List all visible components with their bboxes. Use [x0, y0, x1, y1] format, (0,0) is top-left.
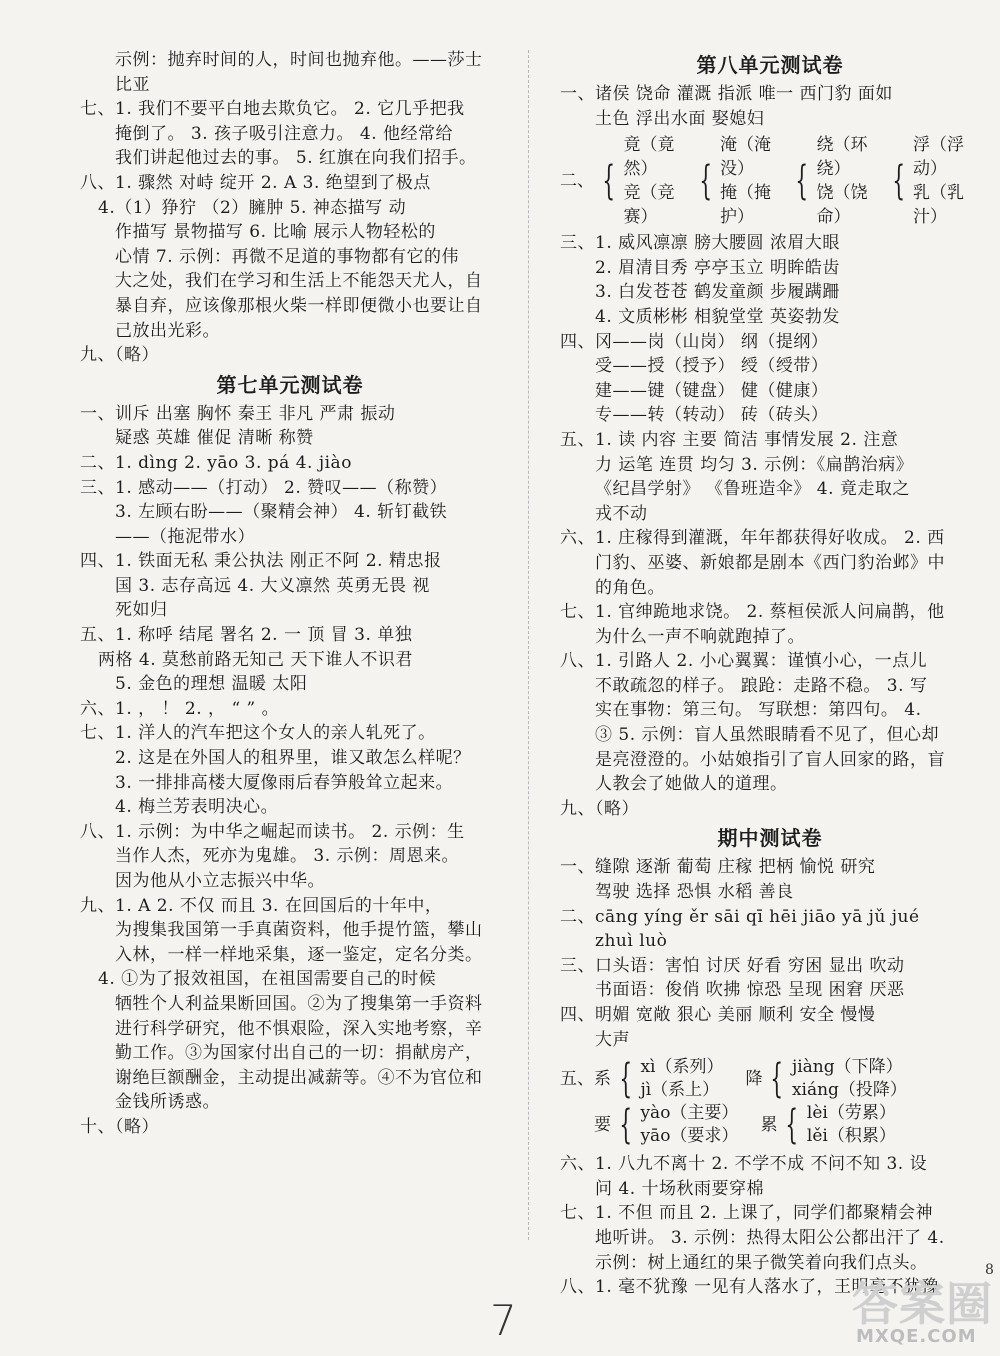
right-column: [560, 48, 980, 1300]
brace-item: 竟（竟然）: [623, 135, 675, 180]
brace-item: 竞（竞赛）: [623, 183, 675, 228]
answer-line: 土色 浮出水面 娶媳妇: [595, 108, 765, 129]
answer-line: zhuì luò: [595, 931, 668, 952]
answer-line: 勤工作。③为国家付出自己的一切：捐献房产，: [115, 1043, 483, 1064]
brace-glyph: {: [619, 1102, 633, 1149]
answer-line: 我们讲起他过去的事。 5. 红旗在向我们招手。: [115, 148, 477, 169]
brace-pair: [640, 1056, 723, 1102]
answer-line: 驾驶 选择 恐惧 水稻 善良: [595, 882, 794, 903]
polyphone-char: 系: [594, 1068, 611, 1089]
answer-line: 2. 这是在外国人的租界里，谁又敢怎么样呢？: [115, 748, 471, 769]
brace-group: [691, 133, 780, 229]
answer-line: 一、训斥 出塞 胸怀 秦王 非凡 严肃 振动: [80, 403, 396, 424]
answer-line: 大声: [595, 1029, 630, 1050]
answer-line: 力 运笔 连贯 均匀 3. 示例：《扁鹊治病》: [595, 454, 914, 475]
answer-line: 疑惑 英雄 催促 清晰 称赞: [115, 428, 314, 449]
polyphone-cell: [745, 1056, 906, 1102]
unit8-heading-text: 第八单元测试卷: [696, 53, 844, 77]
midterm-heading-text: 期中测试卷: [717, 826, 823, 851]
brace-item: 淹（淹没）: [719, 135, 771, 180]
answer-line: ——（拖泥带水）: [115, 526, 255, 547]
polyphone-char: 累: [760, 1114, 778, 1135]
answer-line: 五、1. 称呼 结尾 署名 2. 一 顶 冒 3. 单独: [80, 625, 413, 646]
brace-item: xì（系列）: [640, 1057, 724, 1078]
answer-line: 八、1. 骤然 对峙 绽开 2. A 3. 绝望到了极点: [80, 172, 431, 193]
unit8-block-b: [560, 231, 980, 821]
brace-glyph: {: [619, 1056, 633, 1103]
answer-line: 六、1. 庄稼得到灌溉，年年都获得好收成。 2. 西: [560, 528, 945, 549]
brace-glyph: {: [891, 158, 905, 205]
brace-group: [594, 133, 683, 229]
brace-pair: [913, 133, 972, 229]
answer-line: 进行科学研究，他不惧艰险，深入实地考察，辛: [115, 1018, 483, 1039]
answer-line: 书面语：俊俏 吹拂 惊恐 呈现 困窘 厌恶: [595, 980, 905, 1001]
polyphone-row: [560, 1102, 980, 1148]
answer-line: 两格 4. 莫愁前路无知己 天下谁人不识君: [98, 649, 413, 670]
answer-line: 人教会了她做人的道理。: [595, 774, 788, 795]
brace-pair: [623, 133, 682, 229]
brace-item: 饶（饶命）: [816, 183, 868, 228]
answer-line: 示例：抛弃时间的人，时间也抛弃他。——莎士: [115, 50, 483, 70]
watermark-logo: [852, 1268, 1000, 1348]
answer-line: 六、1. 八九不离十 2. 不学不成 不问不知 3. 设: [560, 1154, 928, 1175]
q2-label: 二、: [560, 171, 594, 192]
answer-line: 3. 一排排高楼大厦像雨后春笋般耸立起来。: [115, 772, 454, 793]
brace-item: lěi（积累）: [806, 1126, 896, 1147]
brace-group: [787, 133, 876, 229]
brace-item: jiàng（下降）: [791, 1057, 903, 1078]
answer-line: 七、1. 我们不要平白地去欺负它。 2. 它几乎把我: [80, 99, 465, 120]
left-column: [80, 48, 500, 1140]
answer-line: 九、1. A 2. 不仅 而且 3. 在回国后的十年中，: [80, 895, 443, 916]
unit8-heading: [560, 50, 980, 80]
brace-item: yào（主要）: [640, 1103, 739, 1124]
brace-pair: [816, 133, 875, 229]
brace-item: 浮（浮动）: [912, 135, 964, 180]
watermark-url: MXQE.COM: [856, 1326, 977, 1347]
answer-line: 三、1. 感动——（打动） 2. 赞叹——（称赞）: [80, 477, 448, 498]
brace-item: jì（系上）: [640, 1080, 720, 1101]
answer-line: 七、1. 官绅跪地求饶。 2. 蔡桓侯派人问扁鹊，他: [560, 602, 945, 623]
answer-line: 专——转（转动） 砖（砖头）: [595, 405, 829, 426]
corner-digit: 8: [985, 1262, 994, 1278]
answer-line: 暴自弃，应该像那根火柴一样即便微小也要让自: [115, 295, 483, 316]
brace-pair: [640, 1102, 738, 1148]
watermark-text: 答案圈: [852, 1277, 993, 1331]
polyphone-row: [560, 1056, 980, 1102]
answer-line: 4.（1）狰狞 （2）臃肿 5. 神态描写 动: [98, 197, 407, 218]
left-top-block: [80, 48, 500, 368]
answer-line: 4. 梅兰芳表明决心。: [115, 797, 279, 818]
unit8-block-a: [560, 82, 980, 131]
answer-line: 二、cāng yíng ěr sāi qī hēi jiāo yā jǔ jué: [560, 906, 920, 927]
answer-line: 八、1. 毫不犹豫 一见有人落水了，王明毫不犹豫: [560, 1277, 940, 1298]
answer-line: 的角色。: [595, 577, 665, 598]
answer-line: 心情 7. 示例：再微不足道的事物都有它的伟: [115, 246, 460, 267]
midterm-block-c: [560, 855, 980, 1052]
answer-line: 七、1. 不但 而且 2. 上课了，同学们都聚精会神: [560, 1203, 934, 1224]
answer-line: 四、明媚 宽敞 狠心 美丽 顺利 安全 慢慢: [560, 1005, 876, 1025]
answer-line: 不敢疏忽的样子。 踉跄：走路不稳。 3. 写: [595, 675, 928, 696]
answer-line: 因为他从小立志振兴中华。: [115, 871, 325, 891]
answer-line: 3. 白发苍苍 鹤发童颜 步履蹒跚: [595, 282, 840, 303]
brace-item: 绕（环绕）: [816, 135, 868, 180]
brace-pair: [720, 133, 779, 229]
answer-line: 五、1. 读 内容 主要 简洁 事情发展 2. 注意: [560, 429, 899, 450]
answer-line: 八、1. 示例：为中华之崛起而读书。 2. 示例：生: [80, 821, 465, 842]
answer-line: 4. 文质彬彬 相貌堂堂 英姿勃发: [595, 306, 840, 327]
answer-line: 受——授（授予） 绶（绶带）: [595, 356, 829, 377]
answer-line: 大之处，我们在学习和生活上不能怨天尤人，自: [115, 271, 483, 292]
answer-line: 三、口头语：害怕 讨厌 好看 穷困 显出 吹动: [560, 955, 905, 976]
answer-line: 七、1. 洋人的汽车把这个女人的亲人轧死了。: [80, 723, 436, 744]
answer-line: 谢绝巨额酬金，主动提出减薪等。④不为官位和: [115, 1067, 483, 1088]
brace-group: [884, 133, 973, 229]
answer-line: 一、诸侯 饶命 灌溉 指派 唯一 西门豹 面如: [560, 84, 893, 104]
answer-line: 地听讲。 3. 示例：热得太阳公公都出汗了 4.: [595, 1227, 945, 1248]
brace-item: 掩（掩护）: [719, 183, 771, 228]
answer-line: 九、（略）: [560, 798, 639, 819]
polyphone-char: 降: [745, 1068, 763, 1089]
answer-line: 金钱所诱惑。: [115, 1092, 220, 1113]
answer-line: 六、1. ， ！ 2. ， “ ” 。: [80, 698, 280, 719]
answer-line: 实在事物：第三句。 写联想：第四句。 4.: [595, 700, 922, 721]
unit8-q2-braces: [560, 133, 980, 229]
unit7-heading: [80, 370, 500, 400]
answer-line: 比亚: [115, 74, 150, 95]
answer-line: 国 3. 志存高远 4. 大义凛然 英勇无畏 视: [115, 575, 430, 596]
answer-line: 门豹、巫婆、新娘都是剧本《西门豹治邺》中: [595, 552, 945, 573]
brace-glyph: {: [698, 158, 712, 205]
answer-line: 一、缝隙 逐渐 葡萄 庄稼 把柄 愉悦 研究: [560, 857, 876, 878]
unit7-heading-text: 第七单元测试卷: [216, 372, 364, 397]
answer-line: 《纪昌学射》 《鲁班造伞》 4. 竟走取之: [595, 479, 910, 500]
brace-glyph: {: [770, 1056, 784, 1103]
answer-line: 当作人杰，死亦为鬼雄。 3. 示例：周恩来。: [115, 846, 460, 867]
answer-line: 入林，一样一样地采集，逐一鉴定，定名分类。: [115, 944, 483, 965]
answer-line: 九、（略）: [80, 345, 159, 366]
answer-line: 为搜集我国第一手真菌资料，他手提竹篮，攀山: [115, 920, 483, 941]
q5-label: 五、: [560, 1068, 594, 1089]
answer-line: 是亮澄澄的。小姑娘指引了盲人回家的路，盲: [595, 749, 945, 770]
column-divider: [528, 50, 529, 1240]
brace-glyph: {: [785, 1102, 799, 1149]
answer-line: 4. ①为了报效祖国，在祖国需要自己的时候: [98, 969, 437, 990]
answer-line: 牺牲个人利益果断回国。②为了搜集第一手资料: [115, 993, 483, 1014]
answer-line: 三、1. 威风凛凛 膀大腰圆 浓眉大眼: [560, 233, 840, 254]
brace-pair: [792, 1056, 907, 1102]
polyphone-char: 要: [594, 1114, 611, 1135]
answer-line: 3. 左顾右盼——（聚精会神） 4. 斩钉截铁: [115, 502, 448, 523]
answer-line: 为什么一声不响就跑掉了。: [595, 626, 805, 647]
answer-line: 建——键（键盘） 健（健康）: [595, 380, 829, 401]
answer-line: 掩倒了。 3. 孩子吸引注意力。 4. 他经常给: [115, 123, 454, 144]
answer-line: 四、1. 铁面无私 秉公执法 刚正不阿 2. 精忠报: [80, 551, 442, 572]
brace-item: yāo（要求）: [640, 1126, 739, 1147]
answer-line: 四、冈——岗（山岗） 纲（提纲）: [560, 331, 829, 352]
answer-line: 八、1. 引路人 2. 小心翼翼：谨慎小心，一点儿: [560, 651, 928, 672]
answer-line: 己放出光彩。: [115, 320, 220, 341]
brace-item: xiáng（投降）: [791, 1080, 907, 1101]
answer-line: ③ 5. 示例：盲人虽然眼睛看不见了，但心却: [595, 725, 940, 746]
answer-line: 2. 眉清目秀 亭亭玉立 明眸皓齿: [595, 257, 840, 278]
answer-line: 十、（略）: [80, 1116, 159, 1137]
answer-line: 二、1. dìng 2. yāo 3. pá 4. jiào: [80, 452, 352, 473]
answer-line: 5. 金色的理想 温暖 太阳: [115, 674, 308, 695]
answer-line: 作描写 景物描写 6. 比喻 展示人物轻松的: [115, 222, 436, 243]
answer-line: 死如归: [115, 600, 168, 621]
page-number: 7: [490, 1296, 517, 1345]
polyphone-cell: [594, 1056, 723, 1102]
brace-item: lèi（劳累）: [806, 1103, 896, 1124]
answer-line: 戎不动: [595, 503, 648, 524]
answer-line: 问 4. 十场秋雨要穿棉: [595, 1178, 765, 1199]
brace-glyph: {: [795, 158, 809, 205]
brace-pair: [807, 1102, 896, 1148]
brace-glyph: {: [602, 158, 616, 205]
polyphone-cell: [760, 1102, 895, 1148]
midterm-q5-braces: [560, 1056, 980, 1148]
polyphone-cell: [594, 1102, 738, 1148]
brace-item: 乳（乳汁）: [912, 183, 964, 228]
unit7-block: [80, 402, 500, 1140]
midterm-heading: [560, 823, 980, 853]
answer-line: 示例：树上通红的果子微笑着向我们点头。: [595, 1252, 928, 1273]
